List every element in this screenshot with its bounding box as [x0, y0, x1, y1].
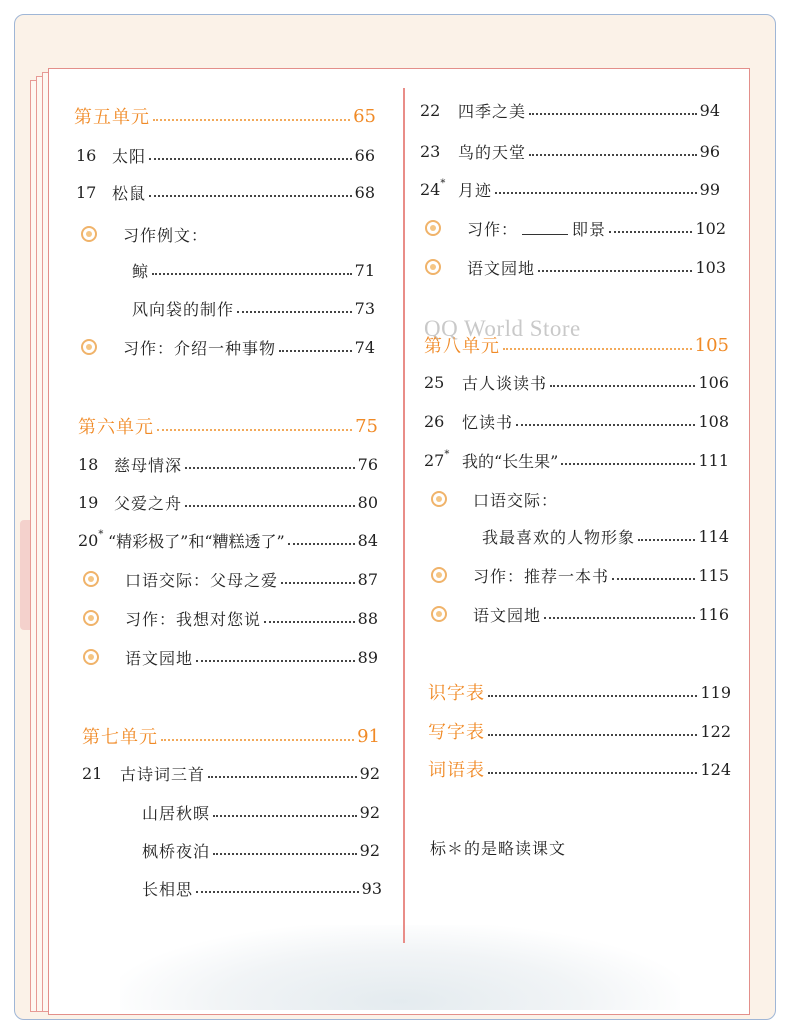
- page-number: 124: [700, 759, 731, 779]
- appendix-title: 识字表: [428, 683, 485, 704]
- lesson-title: 我最喜欢的人物形象: [482, 527, 636, 547]
- toc-entry[interactable]: [420, 139, 720, 163]
- toc-unit-8[interactable]: [424, 333, 729, 357]
- lesson-title: 我的“长生果”: [462, 451, 559, 471]
- leader-dots: [638, 539, 695, 541]
- leader-dots: [185, 505, 355, 507]
- toc-entry[interactable]: [78, 222, 375, 246]
- toc-entry[interactable]: [424, 409, 729, 433]
- page-number: 80: [357, 492, 378, 512]
- lesson-number: 17: [76, 182, 97, 202]
- section-title: 习作例文：: [123, 225, 209, 245]
- toc-entry[interactable]: [422, 216, 726, 240]
- leader-dots: [561, 463, 695, 465]
- circle-bullet-icon: [431, 606, 447, 622]
- leader-dots: [279, 350, 352, 352]
- toc-appendix[interactable]: [428, 757, 731, 781]
- page-number: 87: [357, 569, 378, 589]
- toc-entry[interactable]: [80, 567, 378, 591]
- page-number: 68: [354, 182, 375, 202]
- circle-bullet-icon: [81, 339, 97, 355]
- skim-marker: *: [98, 528, 104, 540]
- section-title: 习作：推荐一本书: [473, 566, 610, 586]
- column-divider: [403, 88, 405, 943]
- toc-entry[interactable]: [420, 98, 720, 122]
- page-number: 93: [361, 878, 382, 898]
- fill-in-blank: [522, 234, 568, 235]
- section-title: 语文园地: [473, 605, 542, 625]
- toc-entry[interactable]: [78, 335, 375, 359]
- leader-dots: [196, 660, 355, 662]
- unit-title: 第六单元: [78, 417, 154, 438]
- page-number: 66: [354, 145, 375, 165]
- toc-entry[interactable]: [132, 296, 375, 320]
- leader-dots: [157, 429, 352, 431]
- page-number: 96: [699, 141, 720, 161]
- lesson-number: 24*: [420, 177, 446, 199]
- toc-entry[interactable]: [78, 490, 378, 514]
- leader-dots: [488, 772, 697, 774]
- page-number: 114: [698, 526, 729, 546]
- leader-dots: [529, 113, 697, 115]
- leader-dots: [488, 734, 697, 736]
- lesson-number: 19: [78, 492, 99, 512]
- lesson-title: 父爱之舟: [114, 493, 183, 513]
- page-number: 84: [357, 530, 378, 550]
- section-title: 语文园地: [467, 258, 536, 278]
- leader-dots: [550, 385, 695, 387]
- page-number: 76: [357, 454, 378, 474]
- lesson-title: 鸟的天堂: [458, 142, 527, 162]
- page-number: 91: [357, 725, 380, 747]
- page-number: 111: [698, 450, 729, 470]
- lesson-title: 太阳: [112, 146, 147, 166]
- page-number: 102: [695, 218, 726, 238]
- circle-bullet-icon: [81, 226, 97, 242]
- page-number: 122: [700, 721, 731, 741]
- skim-marker: *: [444, 448, 450, 460]
- circle-bullet-icon: [425, 259, 441, 275]
- lesson-title: 枫桥夜泊: [142, 841, 211, 861]
- leader-dots: [161, 739, 354, 741]
- leader-dots: [495, 192, 697, 194]
- page-number: 71: [354, 260, 375, 280]
- circle-bullet-icon: [425, 220, 441, 236]
- toc-entry[interactable]: [424, 370, 729, 394]
- lesson-number: 27*: [424, 448, 450, 470]
- lesson-number: 18: [78, 454, 99, 474]
- section-title: 口语交际：: [473, 490, 559, 510]
- section-title: 习作：介绍一种事物: [123, 338, 277, 358]
- toc-entry[interactable]: [82, 761, 380, 785]
- leader-dots: [288, 543, 355, 545]
- page-number: 94: [699, 100, 720, 120]
- watermark: QQ World Store: [424, 316, 581, 341]
- page-number: 75: [355, 415, 378, 437]
- lesson-title: 月迹: [458, 180, 493, 200]
- leader-dots: [612, 578, 695, 580]
- leader-dots: [153, 119, 350, 121]
- lesson-title: 长相思: [142, 879, 194, 899]
- toc-entry[interactable]: [142, 876, 382, 900]
- lesson-title: 慈母情深: [114, 455, 183, 475]
- section-title: 语文园地: [125, 648, 194, 668]
- bottom-illustration: [120, 925, 680, 1010]
- leader-dots: [488, 695, 697, 697]
- toc-entry[interactable]: [80, 645, 378, 669]
- toc-entry[interactable]: [428, 602, 729, 626]
- lesson-number: 25: [424, 372, 445, 392]
- lesson-title: 古诗词三首: [120, 764, 206, 784]
- leader-dots: [544, 617, 695, 619]
- page-number: 106: [698, 372, 729, 392]
- lesson-title: 古人谈读书: [462, 373, 548, 393]
- lesson-title: 松鼠: [112, 183, 147, 203]
- section-title: 习作：: [467, 219, 519, 239]
- page-number: 99: [699, 179, 720, 199]
- page-number: 89: [357, 647, 378, 667]
- lesson-title: 风向袋的制作: [132, 299, 235, 319]
- appendix-title: 写字表: [428, 722, 485, 743]
- page-number: 119: [700, 682, 731, 702]
- toc-appendix[interactable]: [428, 719, 731, 743]
- toc-appendix[interactable]: [428, 680, 731, 704]
- circle-bullet-icon: [83, 649, 99, 665]
- page-number: 92: [359, 802, 380, 822]
- appendix-title: 词语表: [428, 760, 485, 781]
- lesson-number: 26: [424, 411, 445, 431]
- toc-entry[interactable]: [132, 258, 375, 282]
- toc-entry[interactable]: [422, 255, 726, 279]
- lesson-number: 16: [76, 145, 97, 165]
- section-title-suffix: 即景: [572, 219, 607, 239]
- page-number: 103: [695, 257, 726, 277]
- unit-title: 第五单元: [74, 107, 150, 128]
- toc-entry[interactable]: [424, 448, 729, 472]
- leader-dots: [538, 270, 692, 272]
- circle-bullet-icon: [431, 491, 447, 507]
- toc-entry[interactable]: [78, 528, 378, 552]
- leader-dots: [152, 273, 352, 275]
- skim-marker: *: [440, 177, 446, 189]
- toc-entry[interactable]: [76, 180, 375, 204]
- lesson-title: 忆读书: [462, 412, 514, 432]
- leader-dots: [281, 582, 355, 584]
- page-number: 92: [359, 840, 380, 860]
- page-number: 88: [357, 608, 378, 628]
- toc-entry[interactable]: [482, 524, 729, 548]
- toc-entry[interactable]: [142, 838, 380, 862]
- lesson-title: 鲸: [132, 261, 150, 281]
- toc-entry[interactable]: [80, 606, 378, 630]
- page-number: 105: [694, 334, 729, 356]
- circle-bullet-icon: [431, 567, 447, 583]
- leader-dots: [529, 154, 697, 156]
- footnote: 标＊的是略读课文: [430, 839, 567, 858]
- section-title: 习作：我想对您说: [125, 609, 262, 629]
- circle-bullet-icon: [83, 571, 99, 587]
- section-title: 口语交际：父母之爱: [125, 570, 279, 590]
- toc-entry[interactable]: [428, 563, 729, 587]
- circle-bullet-icon: [83, 610, 99, 626]
- toc-unit-7[interactable]: [82, 724, 380, 748]
- leader-dots: [185, 467, 355, 469]
- lesson-number: 22: [420, 100, 441, 120]
- leader-dots: [609, 231, 692, 233]
- page-number: 74: [354, 337, 375, 357]
- unit-title: 第七单元: [82, 727, 158, 748]
- toc-entry[interactable]: [428, 487, 729, 511]
- lesson-number: 20*: [78, 528, 104, 550]
- lesson-title: “精彩极了”和“糟糕透了”: [108, 531, 285, 551]
- leader-dots: [503, 348, 692, 350]
- toc-entry[interactable]: [76, 143, 375, 167]
- toc-unit-5[interactable]: [74, 104, 376, 128]
- lesson-number: 21: [82, 763, 103, 783]
- leader-dots: [208, 776, 357, 778]
- leader-dots: [237, 311, 352, 313]
- lesson-title: 山居秋暝: [142, 803, 211, 823]
- page-number: 115: [698, 565, 729, 585]
- leader-dots: [264, 621, 355, 623]
- toc-entry[interactable]: [78, 452, 378, 476]
- leader-dots: [196, 891, 359, 893]
- leader-dots: [149, 158, 352, 160]
- page-number: 108: [698, 411, 729, 431]
- leader-dots: [149, 195, 352, 197]
- toc-unit-6[interactable]: [78, 414, 378, 438]
- lesson-number: 23: [420, 141, 441, 161]
- toc-entry[interactable]: [142, 800, 380, 824]
- page-number: 65: [353, 105, 376, 127]
- leader-dots: [213, 853, 357, 855]
- page-number: 73: [354, 298, 375, 318]
- page-number: 116: [698, 604, 729, 624]
- page-number: 92: [359, 763, 380, 783]
- leader-dots: [213, 815, 357, 817]
- toc-entry[interactable]: [420, 177, 720, 201]
- lesson-title: 四季之美: [458, 101, 527, 121]
- leader-dots: [516, 424, 695, 426]
- unit-title: 第八单元: [424, 336, 500, 357]
